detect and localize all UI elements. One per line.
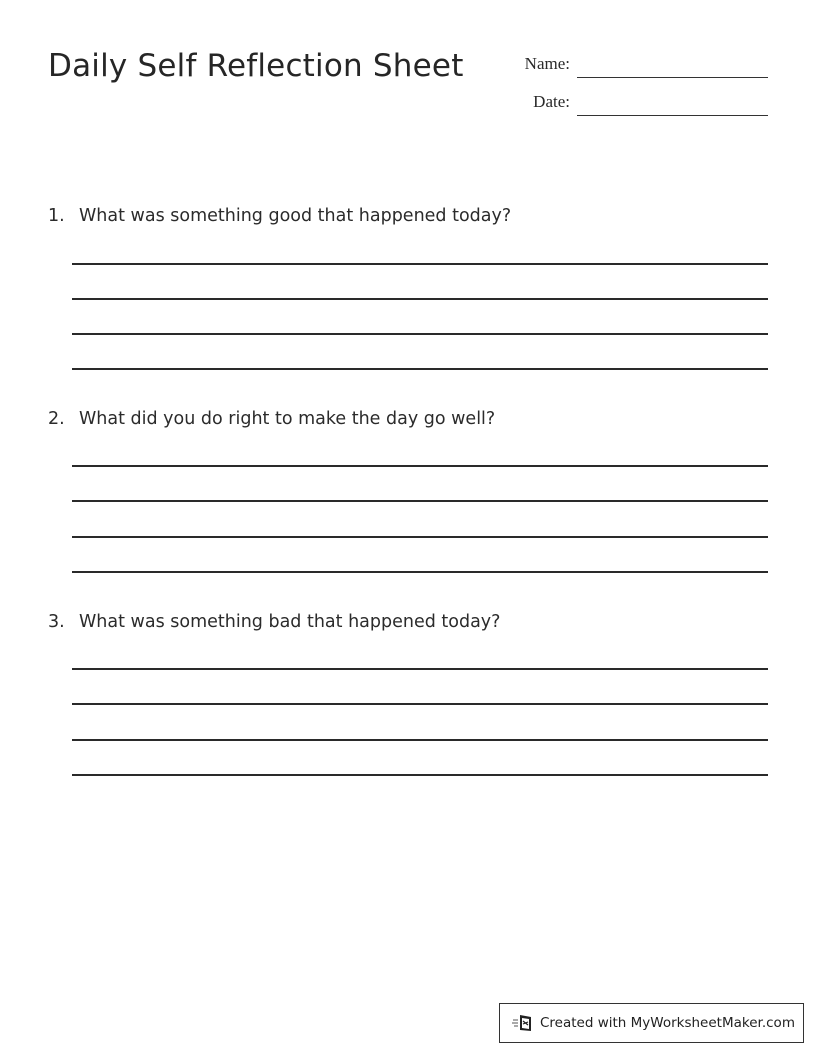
- name-label: Name:: [524, 54, 570, 73]
- question-text: What was something good that happened today?: [79, 206, 512, 226]
- answer-line[interactable]: [72, 298, 768, 300]
- footer-badge[interactable]: [499, 1003, 804, 1043]
- name-input-line[interactable]: [577, 77, 768, 78]
- answer-line[interactable]: [72, 333, 768, 335]
- date-label: Date:: [533, 92, 570, 111]
- date-input-line[interactable]: [577, 115, 768, 116]
- answer-line[interactable]: [72, 465, 768, 467]
- question-3: [48, 612, 500, 632]
- answer-line[interactable]: [72, 571, 768, 573]
- answer-line[interactable]: [72, 500, 768, 502]
- question-number: 3.: [48, 612, 65, 632]
- question-number: 2.: [48, 409, 65, 429]
- question-number: 1.: [48, 206, 65, 226]
- answer-line[interactable]: [72, 774, 768, 776]
- worksheet-logo-icon: [512, 1013, 534, 1033]
- answer-line[interactable]: [72, 263, 768, 265]
- page-title: Daily Self Reflection Sheet: [48, 48, 464, 84]
- answer-line[interactable]: [72, 668, 768, 670]
- answer-line[interactable]: [72, 703, 768, 705]
- question-2: [48, 409, 495, 429]
- answer-line[interactable]: [72, 536, 768, 538]
- question-text: What was something bad that happened today?: [79, 612, 501, 632]
- answer-line[interactable]: [72, 739, 768, 741]
- question-text: What did you do right to make the day go well?: [79, 409, 496, 429]
- question-1: [48, 206, 511, 226]
- answer-line[interactable]: [72, 368, 768, 370]
- footer-text: Created with MyWorksheetMaker.com: [540, 1015, 795, 1031]
